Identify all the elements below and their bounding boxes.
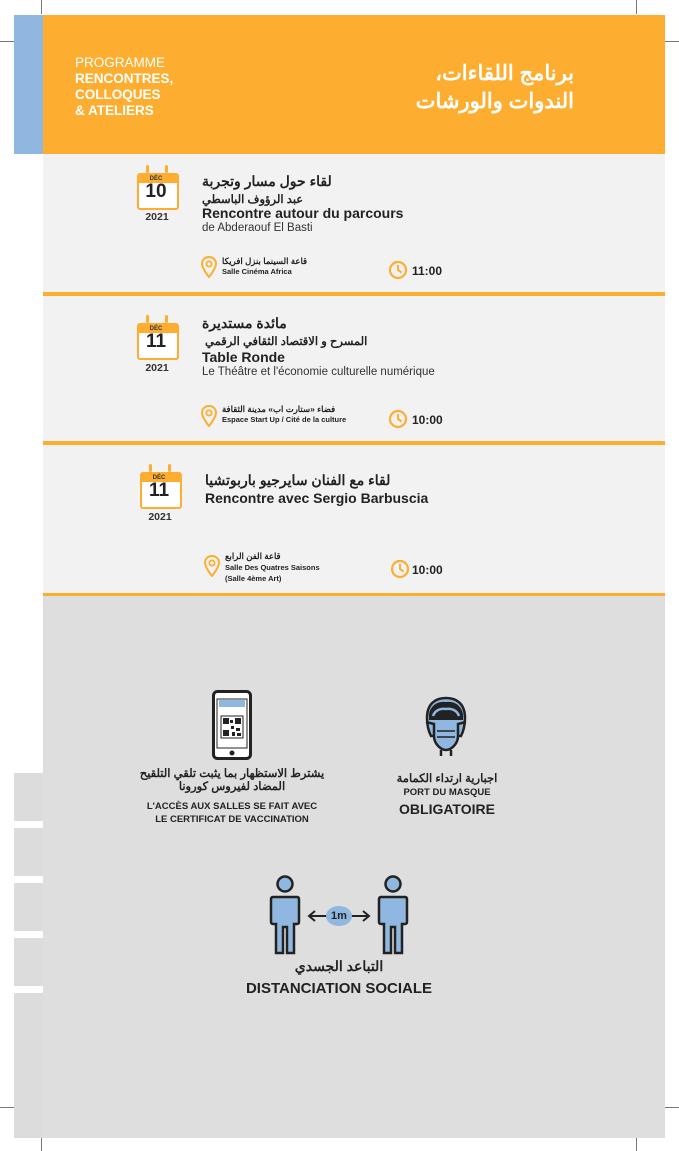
clock-icon — [388, 409, 408, 429]
event-location-fr-secondary: (Salle 4ème Art) — [225, 574, 282, 583]
header-fr-line3: COLLOQUES — [75, 87, 161, 102]
crop-mark — [636, 0, 637, 14]
crop-mark — [41, 0, 42, 14]
event-month: DÉC — [152, 475, 166, 481]
crop-mark — [636, 1137, 637, 1151]
side-strip-blue — [14, 15, 43, 154]
mask-caption-fr-line2: OBLIGATOIRE — [399, 801, 495, 817]
event-location-ar: فضاء «ستارت اب» مدينة الثقافة — [222, 404, 336, 414]
event-location-fr: Salle Cinéma Africa — [222, 267, 292, 276]
event-year: 2021 — [148, 511, 172, 523]
event-day: 11 — [145, 331, 167, 352]
vaccine-fr-line1: L'ACCÈS AUX SALLES SE FAIT AVEC — [146, 801, 318, 812]
clock-icon — [390, 559, 410, 579]
event-card — [43, 445, 665, 593]
crop-mark — [0, 1107, 14, 1108]
vaccine-fr-line2: LE CERTIFICAT DE VACCINATION — [155, 814, 309, 825]
side-strip-gray — [14, 993, 43, 1138]
event-time: 10:00 — [412, 563, 443, 577]
mask-caption-ar: اجبارية ارتداء الكمامة — [396, 773, 498, 785]
distance-caption-ar: التباعد الجسدي — [294, 958, 384, 974]
side-strip-gray — [14, 938, 43, 986]
person-icon — [269, 875, 301, 955]
event-subtitle-fr: de Abderaouf El Basti — [202, 222, 313, 234]
header-title-ar — [416, 60, 574, 116]
event-location-ar: قاعة الفن الرابع — [225, 551, 281, 561]
event-day: 10 — [145, 181, 167, 202]
event-month: DÉC — [149, 326, 163, 332]
event-time: 11:00 — [412, 264, 443, 278]
vaccine-caption-ar — [112, 768, 352, 794]
location-pin-icon — [201, 405, 217, 427]
distance-caption-fr: DISTANCIATION SOCIALE — [245, 980, 433, 997]
event-location-fr: Salle Des Quatres Saisons — [225, 563, 320, 572]
location-pin-icon — [204, 555, 220, 577]
event-title-fr: Table Ronde — [202, 349, 285, 365]
location-pin-icon — [201, 256, 217, 278]
event-title-ar: مائدة مستديرة — [202, 315, 287, 331]
header-title-fr — [75, 55, 173, 119]
event-location-ar: قاعة السينما بنزل افريكا — [222, 256, 308, 266]
event-year: 2021 — [145, 362, 169, 374]
event-subtitle-ar: المسرح و الاقتصاد الثقافي الرقمي — [205, 336, 368, 348]
side-strip-gray — [14, 828, 43, 876]
face-mask-icon — [421, 694, 471, 758]
person-icon — [377, 875, 409, 955]
side-strip-gray — [14, 883, 43, 931]
header-fr-line4: & ATELIERS — [75, 103, 154, 118]
event-title-ar: لقاء حول مسار وتجربة — [202, 173, 332, 189]
distance-label: 1m — [331, 910, 347, 922]
mask-caption-fr-line1: PORT DU MASQUE — [403, 787, 491, 798]
event-year: 2021 — [145, 211, 169, 223]
side-strip-gray — [14, 773, 43, 821]
header-ar-line2: الندوات والورشات — [415, 90, 574, 113]
event-title-ar: لقاء مع الفنان سايرجيو باربوتشيا — [205, 472, 391, 488]
vaccine-ar-line2: المضاد لفيروس كورونا — [178, 781, 286, 793]
vaccine-ar-line1: يشترط الاستظهار بما يثبت تلقي التلقيح — [139, 768, 325, 780]
event-title-fr: Rencontre avec Sergio Barbuscia — [205, 490, 429, 506]
event-month: DÉC — [149, 176, 163, 182]
header-fr-line2: RENCONTRES, — [75, 71, 174, 86]
header-fr-line1: PROGRAMME — [75, 55, 166, 70]
clock-icon — [388, 260, 408, 280]
crop-mark — [0, 41, 14, 42]
crop-mark — [41, 1137, 42, 1151]
header-ar-line1: برنامج اللقاءات، — [435, 62, 574, 85]
event-title-fr: Rencontre autour du parcours — [202, 205, 404, 221]
event-time: 10:00 — [412, 413, 443, 427]
event-day: 11 — [148, 480, 170, 501]
event-location-fr: Espace Start Up / Cité de la culture — [222, 415, 347, 424]
event-subtitle-ar: عبد الرؤوف الباسطي — [202, 194, 304, 206]
safety-measures-panel — [43, 596, 665, 1138]
vaccine-caption-fr — [112, 800, 352, 826]
event-subtitle-fr: Le Théâtre et l'économie culturelle numérique — [202, 366, 435, 378]
phone-qr-code-icon — [212, 690, 252, 760]
